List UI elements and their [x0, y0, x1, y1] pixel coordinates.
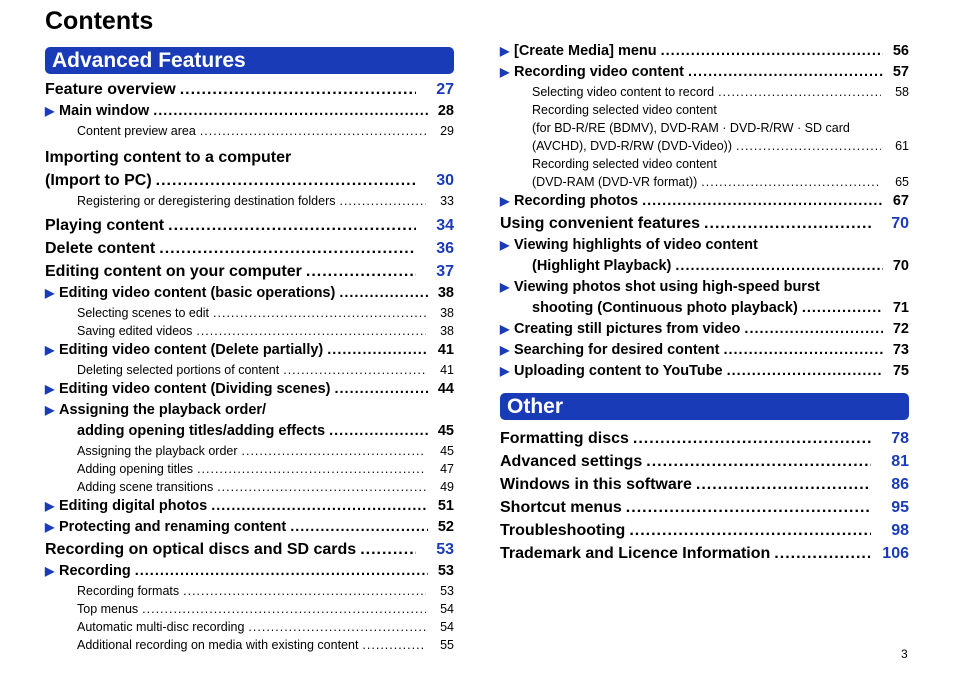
- toc-entry-deleting-portions[interactable]: [45, 361, 454, 379]
- toc-label: (Import to PC): [45, 172, 152, 189]
- toc-entry-recording-formats[interactable]: [45, 582, 454, 600]
- toc-label: Recording photos: [514, 193, 639, 209]
- toc-entry-editing-photos[interactable]: [45, 496, 454, 517]
- toc-page[interactable]: 70: [891, 215, 909, 232]
- toc-entry-registering[interactable]: [45, 192, 454, 210]
- toc-page[interactable]: 44: [437, 381, 454, 397]
- toc-page[interactable]: 52: [437, 519, 454, 535]
- toc-label: Assigning the playback order: [77, 444, 238, 458]
- toc-label: Saving edited videos: [77, 324, 193, 338]
- leader-dots: [217, 478, 426, 496]
- toc-page[interactable]: 34: [436, 217, 454, 234]
- leader-dots: [196, 322, 426, 340]
- toc-label: Deleting selected portions of content: [77, 363, 280, 377]
- toc-page[interactable]: 54: [440, 602, 454, 616]
- toc-label-line1[interactable]: Importing content to a computer: [45, 149, 292, 166]
- triangle-right-icon: ▶: [500, 364, 510, 378]
- leader-dots: [335, 379, 429, 400]
- leader-dots: [704, 212, 871, 235]
- toc-entry-assigning-order[interactable]: [45, 442, 454, 460]
- toc-page[interactable]: 81: [891, 453, 909, 470]
- toc-entry-searching[interactable]: [500, 340, 909, 361]
- triangle-right-icon: ▶: [45, 403, 55, 417]
- toc-label: Trademark and Licence Information: [500, 545, 771, 562]
- right-column: [500, 41, 909, 565]
- toc-page[interactable]: 47: [440, 462, 454, 476]
- leader-dots: [156, 169, 416, 192]
- toc-page[interactable]: 67: [892, 193, 909, 209]
- toc-label: Additional recording on media with existing content: [77, 638, 359, 652]
- toc-label-line1[interactable]: Recording selected video content: [532, 103, 717, 117]
- page-title: Contents: [45, 7, 154, 35]
- toc-page[interactable]: 37: [436, 263, 454, 280]
- toc-entry-feature-overview[interactable]: [45, 78, 454, 101]
- toc-page[interactable]: 70: [892, 258, 909, 274]
- toc-entry-highlights-line1[interactable]: [500, 235, 909, 256]
- leader-dots: [290, 517, 428, 538]
- leader-dots: [642, 191, 883, 212]
- toc-page[interactable]: 57: [892, 64, 909, 80]
- toc-label: Formatting discs: [500, 430, 629, 447]
- leader-dots: [327, 340, 428, 361]
- toc-page[interactable]: 53: [436, 541, 454, 558]
- toc-label: Playing content: [45, 217, 165, 234]
- toc-entry-playing-content[interactable]: [45, 214, 454, 237]
- toc-page[interactable]: 78: [891, 430, 909, 447]
- toc-entry-create-media[interactable]: [500, 41, 909, 62]
- toc-entry-adding-transitions[interactable]: [45, 478, 454, 496]
- leader-dots: [168, 214, 416, 237]
- toc-page[interactable]: 53: [440, 584, 454, 598]
- toc-label: Adding scene transitions: [77, 480, 214, 494]
- leader-dots: [135, 561, 428, 582]
- toc-page[interactable]: 33: [440, 194, 454, 208]
- toc-page[interactable]: 56: [892, 43, 909, 59]
- triangle-right-icon: ▶: [45, 564, 55, 578]
- triangle-right-icon: ▶: [500, 322, 510, 336]
- toc-page[interactable]: 72: [892, 321, 909, 337]
- triangle-right-icon: ▶: [45, 520, 55, 534]
- toc-entry-top-menus[interactable]: [45, 600, 454, 618]
- toc-page[interactable]: 86: [891, 476, 909, 493]
- leader-dots: [183, 582, 426, 600]
- toc-page[interactable]: 65: [895, 175, 909, 189]
- toc-entry-edit-delete[interactable]: [45, 340, 454, 361]
- toc-label: Content preview area: [77, 124, 196, 138]
- toc-label-line1[interactable]: Recording selected video content: [532, 157, 717, 171]
- toc-entry-advanced-settings[interactable]: [500, 450, 909, 473]
- toc-entry-selecting-video[interactable]: [500, 83, 909, 101]
- toc-label: shooting (Continuous photo playback): [532, 300, 798, 316]
- toc-label: Viewing highlights of video content: [514, 237, 758, 253]
- leader-dots: [629, 519, 871, 542]
- toc-label: Editing video content (basic operations): [59, 285, 336, 301]
- toc-page[interactable]: 27: [436, 81, 454, 98]
- toc-entry-formatting[interactable]: [500, 427, 909, 450]
- toc-page[interactable]: 38: [440, 324, 454, 338]
- toc-entry-troubleshooting[interactable]: [500, 519, 909, 542]
- toc-page[interactable]: 53: [437, 563, 454, 579]
- leader-dots: [718, 83, 881, 101]
- toc-page[interactable]: 30: [436, 172, 454, 189]
- toc-label: Editing video content (Dividing scenes): [59, 381, 331, 397]
- toc-entry-additional-recording[interactable]: [45, 636, 454, 654]
- toc-entry-trademark[interactable]: [500, 542, 909, 565]
- toc-entry-still-pictures[interactable]: [500, 319, 909, 340]
- toc-entry-burst[interactable]: [500, 298, 909, 319]
- toc-page[interactable]: 49: [440, 480, 454, 494]
- triangle-right-icon: ▶: [45, 343, 55, 357]
- toc-label: Editing video content (Delete partially): [59, 342, 324, 358]
- toc-label: Windows in this software: [500, 476, 692, 493]
- triangle-right-icon: ▶: [500, 280, 510, 294]
- triangle-right-icon: ▶: [45, 286, 55, 300]
- toc-label: Recording on optical discs and SD cards: [45, 541, 357, 558]
- leader-dots: [142, 600, 426, 618]
- leader-dots: [675, 256, 883, 277]
- toc-label: Shortcut menus: [500, 499, 622, 516]
- toc-label: Editing digital photos: [59, 498, 208, 514]
- toc-label: Uploading content to YouTube: [514, 363, 723, 379]
- leader-dots: [329, 421, 428, 442]
- toc-page[interactable]: 45: [440, 444, 454, 458]
- toc-label: Recording video content: [514, 64, 684, 80]
- leader-dots: [701, 173, 881, 191]
- toc-page[interactable]: 38: [440, 306, 454, 320]
- toc-entry-selecting-scenes[interactable]: [45, 304, 454, 322]
- toc-entry-importing[interactable]: [45, 169, 454, 192]
- toc-label: Delete content: [45, 240, 156, 257]
- leader-dots: [213, 304, 426, 322]
- toc-entry-edit-basic[interactable]: [45, 283, 454, 304]
- toc-entry-adding-titles[interactable]: [45, 460, 454, 478]
- toc-page[interactable]: 71: [892, 300, 909, 316]
- toc-entry-delete-content[interactable]: [45, 237, 454, 260]
- toc-page[interactable]: 36: [436, 240, 454, 257]
- toc-label: Adding opening titles: [77, 462, 194, 476]
- triangle-right-icon: ▶: [45, 104, 55, 118]
- leader-dots: [180, 78, 416, 101]
- toc-page[interactable]: 75: [892, 363, 909, 379]
- leader-dots: [626, 496, 871, 519]
- toc-label: Feature overview: [45, 81, 176, 98]
- toc-label: (AVCHD), DVD-R/RW (DVD-Video)): [532, 139, 733, 153]
- toc-page[interactable]: 28: [437, 103, 454, 119]
- triangle-right-icon: ▶: [500, 194, 510, 208]
- toc-entry-content-preview-area[interactable]: [45, 122, 454, 140]
- triangle-right-icon: ▶: [500, 343, 510, 357]
- toc-label: [Create Media] menu: [514, 43, 657, 59]
- toc-entry-rec-selected-2[interactable]: [500, 173, 909, 191]
- toc-label: Using convenient features: [500, 215, 701, 232]
- leader-dots: [744, 319, 883, 340]
- leader-dots: [197, 460, 426, 478]
- toc-entry-assigning-line1[interactable]: [45, 400, 454, 421]
- toc-page[interactable]: 98: [891, 522, 909, 539]
- leader-dots: [362, 636, 426, 654]
- toc-label: Top menus: [77, 602, 139, 616]
- toc-page[interactable]: 29: [440, 124, 454, 138]
- toc-entry-recording-photos[interactable]: [500, 191, 909, 212]
- toc-label: Selecting video content to record: [532, 85, 715, 99]
- toc-entry-auto-multidisc[interactable]: [45, 618, 454, 636]
- toc-entry-main-window[interactable]: [45, 101, 454, 122]
- leader-dots: [723, 340, 883, 361]
- page-number: 3: [901, 647, 908, 661]
- toc-entry-recording[interactable]: [45, 561, 454, 582]
- toc-entry-shortcut-menus[interactable]: [500, 496, 909, 519]
- leader-dots: [696, 473, 871, 496]
- leader-dots: [633, 427, 871, 450]
- toc-page[interactable]: 51: [437, 498, 454, 514]
- left-column: [45, 47, 454, 654]
- toc-label-line2[interactable]: (for BD-R/RE (BDMV), DVD-RAM · DVD-R/RW · SD card: [532, 121, 850, 135]
- toc-label: Protecting and renaming content: [59, 519, 287, 535]
- toc-page[interactable]: 55: [440, 638, 454, 652]
- toc-entry-recording-video[interactable]: [500, 62, 909, 83]
- leader-dots: [211, 496, 428, 517]
- toc-label: Assigning the playback order/: [59, 402, 267, 418]
- leader-dots: [774, 542, 870, 565]
- toc-label: adding opening titles/adding effects: [77, 423, 326, 439]
- toc-page[interactable]: 95: [891, 499, 909, 516]
- toc-page[interactable]: 45: [437, 423, 454, 439]
- leader-dots: [283, 361, 426, 379]
- toc-entry-protecting[interactable]: [45, 517, 454, 538]
- toc-label: Main window: [59, 103, 150, 119]
- toc-page[interactable]: 41: [440, 363, 454, 377]
- toc-label: (Highlight Playback): [532, 258, 672, 274]
- toc-label: Selecting scenes to edit: [77, 306, 210, 320]
- leader-dots: [661, 41, 883, 62]
- toc-label: Troubleshooting: [500, 522, 626, 539]
- section-heading-other: Other: [500, 393, 909, 420]
- toc-label: Automatic multi-disc recording: [77, 620, 245, 634]
- toc-entry-rec-selected-1[interactable]: [500, 137, 909, 155]
- leader-dots: [339, 283, 428, 304]
- triangle-right-icon: ▶: [500, 65, 510, 79]
- leader-dots: [736, 137, 881, 155]
- leader-dots: [727, 361, 883, 382]
- leader-dots: [688, 62, 883, 83]
- toc-entry-assigning[interactable]: [45, 421, 454, 442]
- leader-dots: [360, 538, 416, 561]
- toc-label: Recording formats: [77, 584, 180, 598]
- toc-entry-recording-optical[interactable]: [45, 538, 454, 561]
- section-heading-advanced-features: Advanced Features: [45, 47, 454, 74]
- leader-dots: [802, 298, 883, 319]
- triangle-right-icon: ▶: [45, 499, 55, 513]
- toc-page[interactable]: 41: [437, 342, 454, 358]
- toc-page[interactable]: 73: [892, 342, 909, 358]
- toc-entry-convenient-features[interactable]: [500, 212, 909, 235]
- leader-dots: [306, 260, 416, 283]
- toc-label: Advanced settings: [500, 453, 643, 470]
- triangle-right-icon: ▶: [500, 238, 510, 252]
- toc-label: Creating still pictures from video: [514, 321, 741, 337]
- leader-dots: [242, 442, 426, 460]
- leader-dots: [200, 122, 426, 140]
- toc-label: Viewing photos shot using high-speed burst: [514, 279, 820, 295]
- toc-entry-saving-edited[interactable]: [45, 322, 454, 340]
- leader-dots: [159, 237, 416, 260]
- toc-label: (DVD-RAM (DVD-VR format)): [532, 175, 698, 189]
- toc-entry-highlights[interactable]: [500, 256, 909, 277]
- toc-label: Registering or deregistering destination folders: [77, 194, 336, 208]
- toc-entry-windows[interactable]: [500, 473, 909, 496]
- toc-page[interactable]: 54: [440, 620, 454, 634]
- toc-label: Searching for desired content: [514, 342, 720, 358]
- leader-dots: [248, 618, 426, 636]
- toc-entry-youtube[interactable]: [500, 361, 909, 382]
- toc-entry-edit-dividing[interactable]: [45, 379, 454, 400]
- toc-entry-editing-content[interactable]: [45, 260, 454, 283]
- toc-page[interactable]: 38: [437, 285, 454, 301]
- toc-page[interactable]: 106: [882, 545, 909, 562]
- leader-dots: [153, 101, 428, 122]
- triangle-right-icon: ▶: [500, 44, 510, 58]
- leader-dots: [646, 450, 871, 473]
- triangle-right-icon: ▶: [45, 382, 55, 396]
- toc-label: Editing content on your computer: [45, 263, 302, 280]
- leader-dots: [339, 192, 426, 210]
- toc-label: Recording: [59, 563, 131, 579]
- toc-page[interactable]: 61: [895, 139, 909, 153]
- toc-entry-burst-line1[interactable]: [500, 277, 909, 298]
- toc-page[interactable]: 58: [895, 85, 909, 99]
